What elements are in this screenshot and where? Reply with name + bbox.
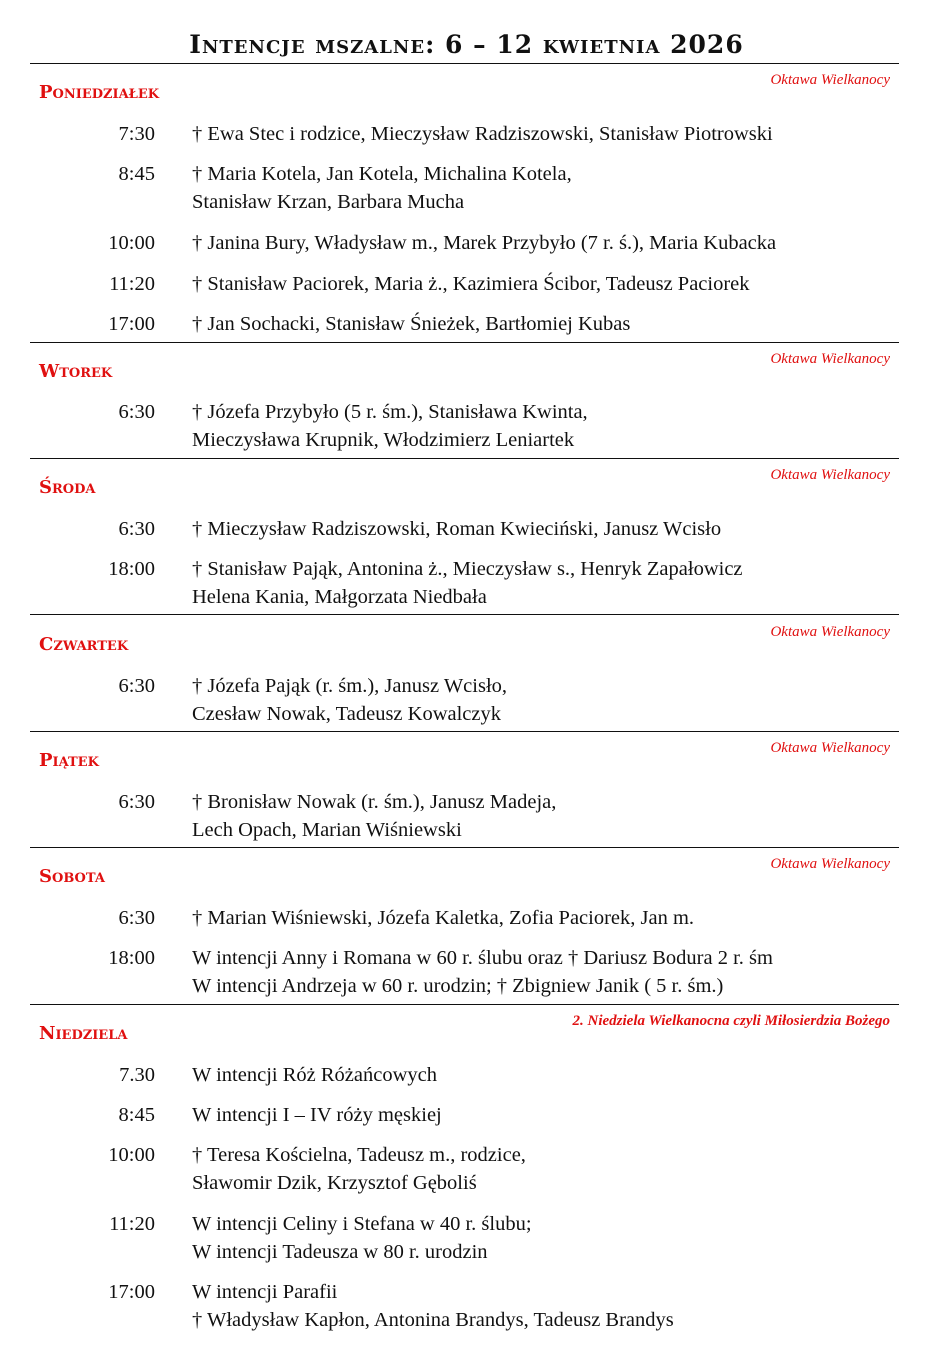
liturgical-note: Oktawa Wielkanocy xyxy=(770,624,890,640)
intention-line: † Janina Bury, Władysław m., Marek Przybyło (7 r. ś.), Maria Kubacka xyxy=(192,232,777,254)
intention-line: Mieczysława Krupnik, Włodzimierz Leniartek xyxy=(192,429,575,451)
mass-time: 11:20 xyxy=(109,1213,155,1235)
liturgical-note: Oktawa Wielkanocy xyxy=(770,351,890,367)
mass-intention xyxy=(192,270,892,298)
intention-line: † Mieczysław Radziszowski, Roman Kwieciński, Janusz Wcisło xyxy=(192,518,722,540)
day-heading: Piątek xyxy=(39,750,99,771)
intention-line: † Jan Sochacki, Stanisław Śnieżek, Bartłomiej Kubas xyxy=(192,313,631,335)
mass-time: 7:30 xyxy=(118,123,155,145)
mass-time: 10:00 xyxy=(108,232,155,254)
mass-time: 6:30 xyxy=(118,518,155,540)
mass-time: 17:00 xyxy=(108,313,155,335)
intention-line: W intencji Anny i Romana w 60 r. ślubu oraz † Dariusz Bodura 2 r. śm xyxy=(192,947,773,969)
intention-line: W intencji I – IV róży męskiej xyxy=(192,1104,442,1126)
mass-intention xyxy=(192,229,892,257)
liturgical-note: Oktawa Wielkanocy xyxy=(770,856,890,872)
mass-time: 6:30 xyxy=(118,401,155,423)
mass-intention xyxy=(192,672,892,728)
mass-intention xyxy=(192,515,892,543)
mass-intention xyxy=(192,904,892,932)
day-heading: Czwartek xyxy=(39,634,129,655)
liturgical-note: Oktawa Wielkanocy xyxy=(770,72,890,88)
mass-time: 6:30 xyxy=(118,791,155,813)
mass-time: 8:45 xyxy=(118,163,155,185)
day-heading: Wtorek xyxy=(39,361,113,382)
liturgical-note: 2. Niedziela Wielkanocna czyli Miłosierdzia Bożego xyxy=(572,1013,890,1029)
mass-intention xyxy=(192,1278,892,1334)
mass-time: 18:00 xyxy=(108,947,155,969)
intention-line: † Józefa Przybyło (5 r. śm.), Stanisława Kwinta, xyxy=(192,401,588,423)
section-divider xyxy=(30,731,899,732)
section-divider xyxy=(30,847,899,848)
mass-time: 17:00 xyxy=(108,1281,155,1303)
intention-line: † Maria Kotela, Jan Kotela, Michalina Kotela, xyxy=(192,163,572,185)
mass-time: 8:45 xyxy=(118,1104,155,1126)
intention-line: Sławomir Dzik, Krzysztof Gęboliś xyxy=(192,1172,477,1194)
intention-line: W intencji Andrzeja w 60 r. urodzin; † Zbigniew Janik ( 5 r. śm.) xyxy=(192,975,724,997)
section-divider xyxy=(30,63,899,64)
mass-time: 11:20 xyxy=(109,273,155,295)
mass-intention xyxy=(192,1210,892,1266)
intention-line: W intencji Róż Różańcowych xyxy=(192,1064,437,1086)
intention-line: † Józefa Pająk (r. śm.), Janusz Wcisło, xyxy=(192,675,508,697)
day-heading: Środa xyxy=(39,477,96,498)
intention-line: † Marian Wiśniewski, Józefa Kaletka, Zofia Paciorek, Jan m. xyxy=(192,907,695,929)
liturgical-note: Oktawa Wielkanocy xyxy=(770,467,890,483)
intention-line: W intencji Tadeusza w 80 r. urodzin xyxy=(192,1241,488,1263)
intention-line: Helena Kania, Małgorzata Niedbała xyxy=(192,586,487,608)
mass-time: 6:30 xyxy=(118,675,155,697)
intention-line: Czesław Nowak, Tadeusz Kowalczyk xyxy=(192,703,502,725)
mass-time: 6:30 xyxy=(118,907,155,929)
intention-line: † Stanisław Pająk, Antonina ż., Mieczysław s., Henryk Zapałowicz xyxy=(192,558,743,580)
intention-line: Lech Opach, Marian Wiśniewski xyxy=(192,819,462,841)
day-heading: Poniedziałek xyxy=(39,82,160,103)
section-divider xyxy=(30,458,899,459)
mass-intention xyxy=(192,1101,892,1129)
day-heading: Niedziela xyxy=(39,1023,128,1044)
mass-time: 7.30 xyxy=(119,1064,155,1086)
mass-intention xyxy=(192,160,892,216)
intention-line: † Ewa Stec i rodzice, Mieczysław Radziszowski, Stanisław Piotrowski xyxy=(192,123,773,145)
mass-intention xyxy=(192,944,892,1000)
liturgical-note: Oktawa Wielkanocy xyxy=(770,740,890,756)
intention-line: † Stanisław Paciorek, Maria ż., Kazimiera Ścibor, Tadeusz Paciorek xyxy=(192,273,750,295)
mass-intention xyxy=(192,555,892,611)
intention-line: W intencji Celiny i Stefana w 40 r. ślubu; xyxy=(192,1213,532,1235)
section-divider xyxy=(30,614,899,615)
section-divider xyxy=(30,342,899,343)
intention-line: Stanisław Krzan, Barbara Mucha xyxy=(192,191,465,213)
mass-intention xyxy=(192,120,892,148)
section-divider xyxy=(30,1004,899,1005)
mass-intention xyxy=(192,788,892,844)
mass-intention xyxy=(192,1061,892,1089)
mass-time: 18:00 xyxy=(108,558,155,580)
intention-line: † Władysław Kapłon, Antonina Brandys, Tadeusz Brandys xyxy=(192,1309,674,1331)
mass-time: 10:00 xyxy=(108,1144,155,1166)
intention-line: † Teresa Kościelna, Tadeusz m., rodzice, xyxy=(192,1144,526,1166)
intention-line: W intencji Parafii xyxy=(192,1281,338,1303)
day-heading: Sobota xyxy=(39,866,105,887)
mass-intention xyxy=(192,398,892,454)
mass-intention xyxy=(192,1141,892,1197)
intention-line: † Bronisław Nowak (r. śm.), Janusz Madeja, xyxy=(192,791,557,813)
page-title: Intencje mszalne: 6 – 12 kwietnia 2026 xyxy=(189,30,744,59)
mass-intention xyxy=(192,310,892,338)
